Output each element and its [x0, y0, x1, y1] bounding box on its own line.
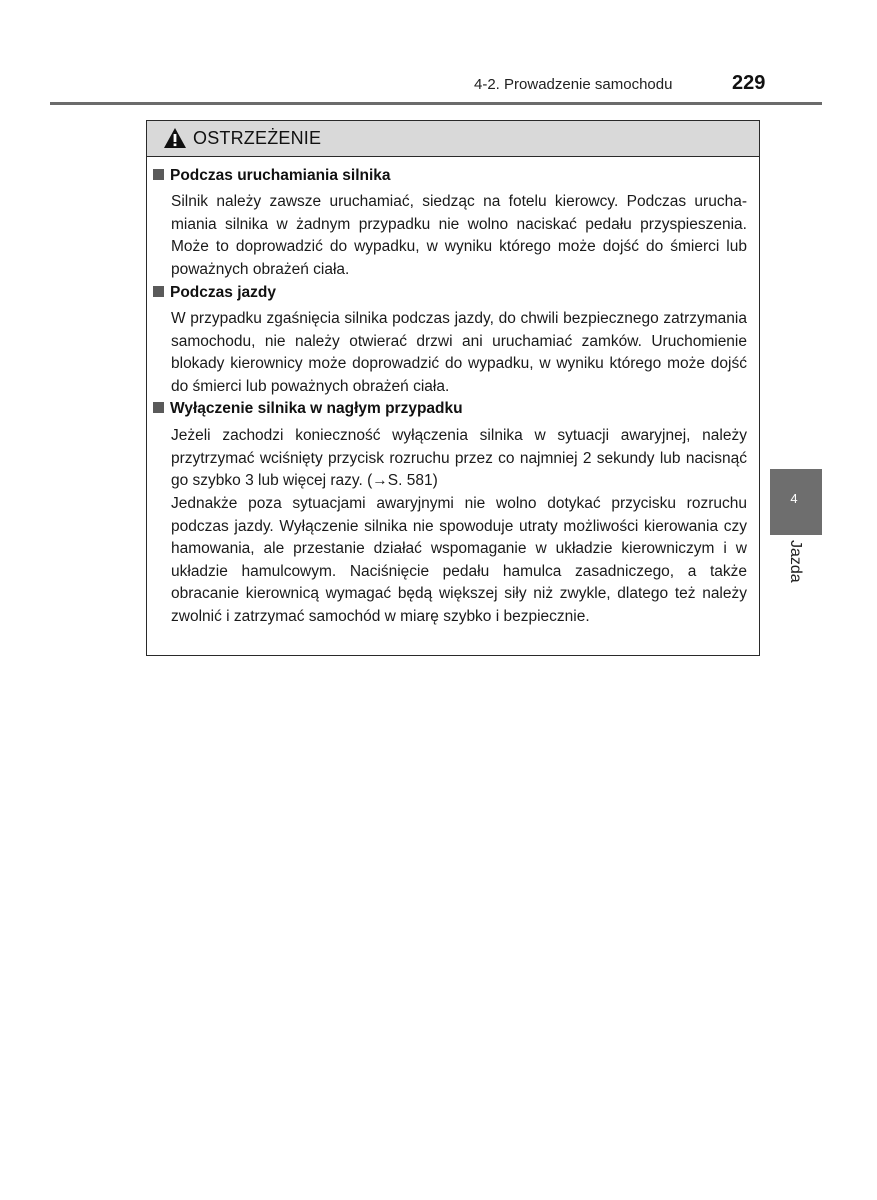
section-heading-starting-engine — [153, 167, 391, 185]
chapter-number: 4 — [790, 491, 798, 506]
section-heading-while-driving — [153, 284, 276, 302]
section-heading-text: Podczas jazdy — [170, 284, 276, 301]
paragraph-while-driving: W przypadku zgaśnięcia silnika podczas jazdy, do chwili bezpiecznego zatrzymania samochodu, nie należy otwierać drzwi ani uruchamiać zamków. Uruchomienie blokady kierownicy może doprowadzić do wypadku, w wyniku którego może dojść do śmierci lub poważnych obrażeń ciała. — [171, 310, 747, 395]
square-bullet-icon — [153, 286, 164, 297]
paragraph-emergency-stop-2: Jednakże poza sytuacjami awaryjnymi nie wolno dotykać przycisku rozruchu podczas jazdy. Wyłączenie silnika nie spowoduje utraty możliwości kierowania czy hamowania, ale przestanie działać wspomaganie w układzie kierowniczym i w układzie hamulcowym. Naciśnięcie pedału hamulca zasadniczego, a także obracanie kierownicą wymagać będą większej siły niż zwykle, dlatego też należy zwolnić i zatrzymać samochód w miarę szybko i bezpiecznie. — [171, 495, 747, 625]
warning-header — [147, 121, 759, 157]
warning-title: OSTRZEŻENIE — [193, 128, 322, 148]
section-title: 4-2. Prowadzenie samochodu — [474, 76, 673, 93]
warning-box — [146, 120, 760, 656]
section-heading-text: Wyłączenie silnika w nagłym przypadku — [170, 400, 463, 417]
square-bullet-icon — [153, 169, 164, 180]
paragraph-starting-engine: Silnik należy zawsze uruchamiać, siedząc na fotelu kierowcy. Podczas uruchamiania silnika w żadnym przypadku nie wolno naciskać pedału przyspieszenia. Może to doprowadzić do wypadku, w wyniku którego może dojść do śmierci lub poważnych obrażeń ciała. — [171, 193, 747, 278]
square-bullet-icon — [153, 402, 164, 413]
chapter-label: Jazda — [787, 540, 804, 583]
header-divider — [50, 102, 822, 105]
section-heading-emergency-stop — [153, 400, 463, 418]
chapter-tab — [770, 469, 822, 535]
section-heading-text: Podczas uruchamiania silnika — [170, 167, 391, 184]
warning-triangle-icon — [163, 127, 187, 149]
page-number: 229 — [732, 72, 766, 94]
paragraph-emergency-stop-1: Jeżeli zachodzi konieczność wyłączenia silnika w sytuacji awaryjnej, należy przytrzymać wciśnięty przycisk rozruchu przez co najmniej 2 sekundy lub nacisnąć go szybko 3 lub więcej razy. (→S. 581) — [171, 427, 747, 489]
